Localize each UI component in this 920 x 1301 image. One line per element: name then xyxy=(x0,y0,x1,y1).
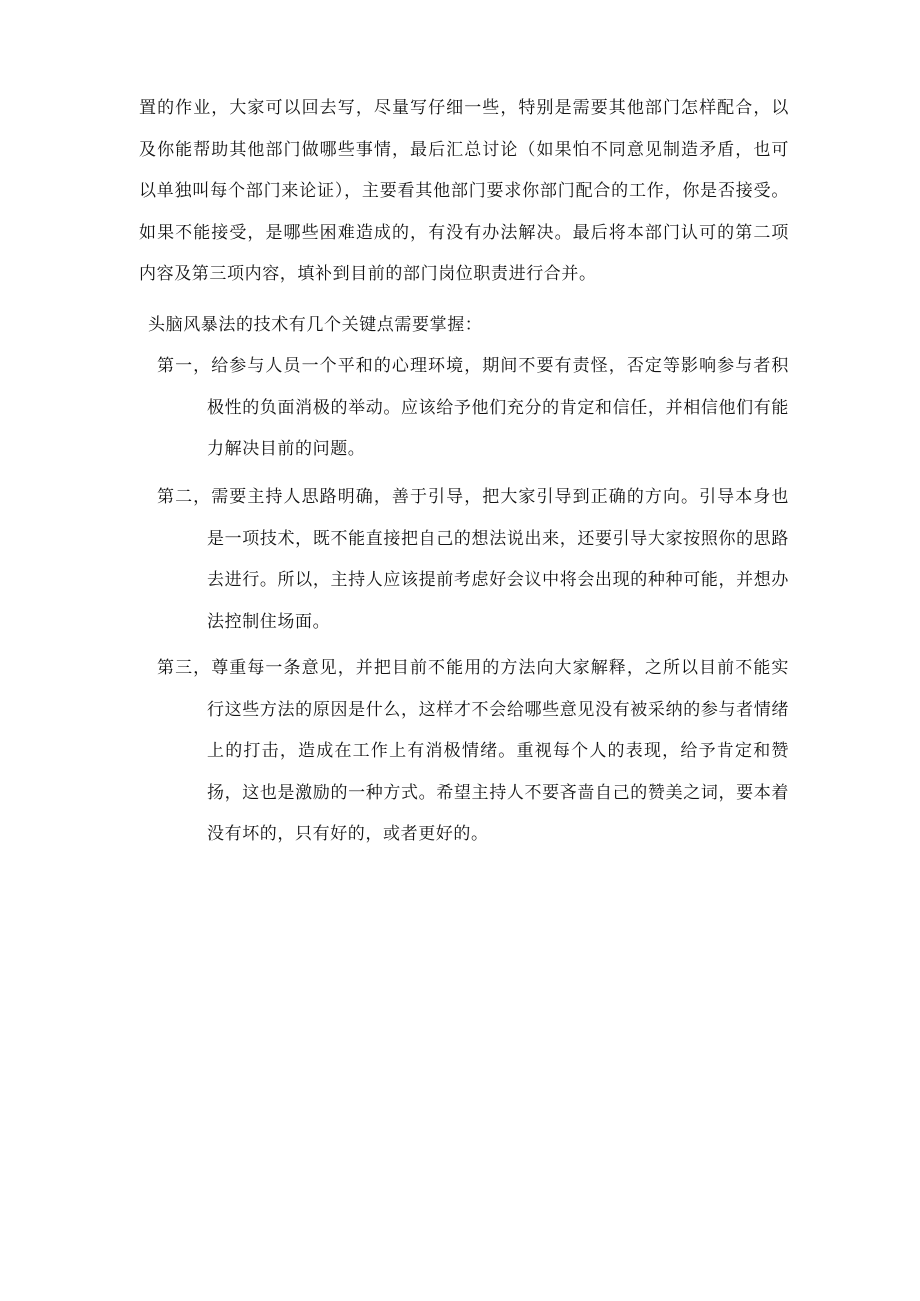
point-text: 尊重每一条意见，并把目前不能用的方法向大家解释，之所以目前不能实行这些方法的原因是什么，这样才不会给哪些意见没有被采纳的参与者情绪上的打击，造成在工作上有消极情绪。重视每个人的表现，给予肯定和赞扬，这也是激励的一种方式。希望主持人不要吝啬自己的赞美之词，要本着没有坏的，只有好的，或者更好的。 xyxy=(207,658,789,844)
point-text: 需要主持人思路明确，善于引导，把大家引导到正确的方向。引导本身也是一项技术，既不能直接把自己的想法说出来，还要引导大家按照你的思路去进行。所以，主持人应该提前考虑好会议中将会出现的种种可能，并想办法控制住场面。 xyxy=(207,487,789,632)
intro-paragraph: 置的作业，大家可以回去写，尽量写仔细一些，特别是需要其他部门怎样配合，以及你能帮助其他部门做哪些事情，最后汇总讨论（如果怕不同意见制造矛盾，也可以单独叫每个部门来论证），主要看其他部门要求你部门配合的工作，你是否接受。如果不能接受，是哪些困难造成的，有没有办法解决。最后将本部门认可的第二项内容及第三项内容，填补到目前的部门岗位职责进行合并。 xyxy=(139,98,789,284)
lead-sentence: 头脑风暴法的技术有几个关键点需要掌握： xyxy=(148,315,483,335)
point-item-1 xyxy=(157,346,789,471)
point-label: 第二， xyxy=(157,487,212,507)
point-item-2-content xyxy=(157,477,789,643)
point-label: 第三， xyxy=(157,658,212,678)
point-item-3-content xyxy=(157,648,789,856)
point-item-2 xyxy=(157,477,789,643)
point-item-1-content xyxy=(157,346,789,471)
point-text: 给参与人员一个平和的心理环境，期间不要有责怪，否定等影响参与者积极性的负面消极的举动。应该给予他们充分的肯定和信任，并相信他们有能力解决目前的问题。 xyxy=(207,356,789,459)
point-item-3 xyxy=(157,648,789,856)
point-label: 第一， xyxy=(157,356,212,376)
